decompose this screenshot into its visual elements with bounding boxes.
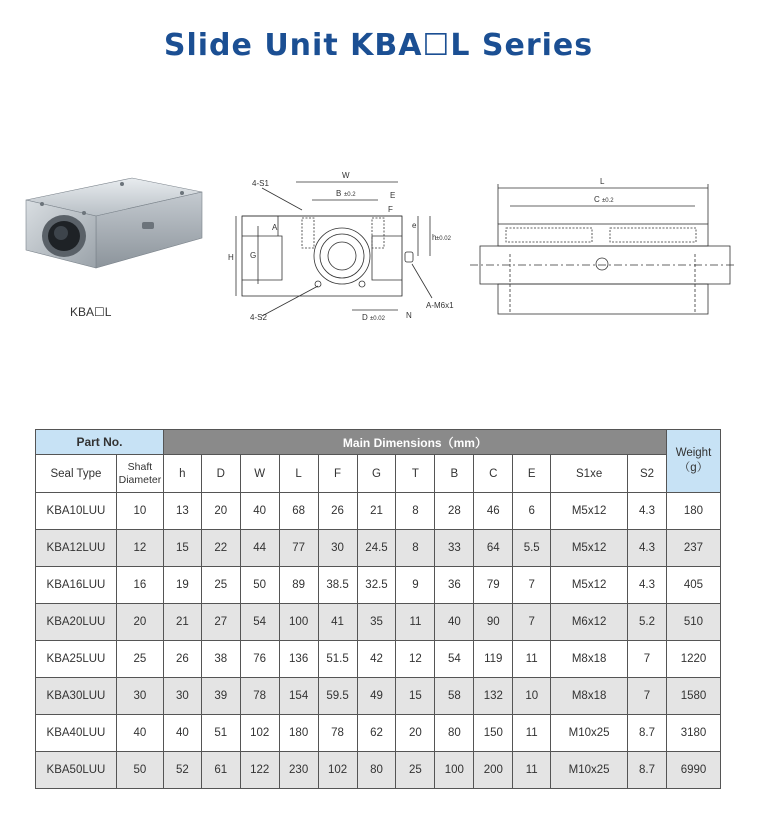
part-number-cell: KBA16LUU xyxy=(36,567,117,604)
table-cell: 25 xyxy=(116,641,163,678)
table-cell: 90 xyxy=(474,604,513,641)
table-cell: M10x25 xyxy=(551,752,628,789)
table-cell: 24.5 xyxy=(357,530,396,567)
table-cell: 510 xyxy=(666,604,720,641)
table-cell: 49 xyxy=(357,678,396,715)
dim-e-small-label: e xyxy=(412,221,417,230)
table-cell: 6 xyxy=(513,493,551,530)
table-cell: 59.5 xyxy=(318,678,357,715)
table-cell: 4.3 xyxy=(628,567,667,604)
dim-h-upper-label: H xyxy=(228,253,234,262)
table-cell: 25 xyxy=(396,752,435,789)
part-number-cell: KBA20LUU xyxy=(36,604,117,641)
table-cell: 5.2 xyxy=(628,604,667,641)
part-number-cell: KBA30LUU xyxy=(36,678,117,715)
table-cell: 30 xyxy=(116,678,163,715)
table-cell: 15 xyxy=(396,678,435,715)
part-number-cell: KBA50LUU xyxy=(36,752,117,789)
table-cell: 78 xyxy=(240,678,279,715)
table-cell: 122 xyxy=(240,752,279,789)
table-cell: 102 xyxy=(318,752,357,789)
photo-caption: KBA☐L xyxy=(70,305,112,319)
table-cell: 36 xyxy=(435,567,474,604)
table-cell: 21 xyxy=(357,493,396,530)
table-cell: 4.3 xyxy=(628,530,667,567)
table-cell: 54 xyxy=(435,641,474,678)
table-cell: 38 xyxy=(201,641,240,678)
table-cell: 132 xyxy=(474,678,513,715)
dim-s2-label: 4-S2 xyxy=(250,313,267,322)
table-cell: 6990 xyxy=(666,752,720,789)
table-cell: 25 xyxy=(201,567,240,604)
table-cell: 10 xyxy=(513,678,551,715)
column-header: T xyxy=(396,455,435,493)
dim-b-label: B xyxy=(336,189,342,198)
dim-h-tol: ±0.02 xyxy=(436,236,451,242)
part-number-cell: KBA25LUU xyxy=(36,641,117,678)
table-cell: 76 xyxy=(240,641,279,678)
table-row xyxy=(36,567,721,604)
table-cell: 11 xyxy=(513,752,551,789)
dim-c-label: C xyxy=(594,195,600,204)
table-cell: M6x12 xyxy=(551,604,628,641)
column-header: F xyxy=(318,455,357,493)
table-cell: 8.7 xyxy=(628,715,667,752)
table-cell: 7 xyxy=(513,567,551,604)
table-cell: 100 xyxy=(435,752,474,789)
table-cell: 42 xyxy=(357,641,396,678)
table-cell: 154 xyxy=(279,678,318,715)
dim-g-label: G xyxy=(250,251,257,260)
table-row xyxy=(36,752,721,789)
table-cell: 44 xyxy=(240,530,279,567)
product-photo xyxy=(22,170,207,285)
table-cell: 7 xyxy=(628,678,667,715)
table-cell: 11 xyxy=(396,604,435,641)
table-cell: 40 xyxy=(435,604,474,641)
part-no-header: Part No. xyxy=(36,430,164,455)
table-cell: 150 xyxy=(474,715,513,752)
table-cell: M8x18 xyxy=(551,678,628,715)
table-cell: 33 xyxy=(435,530,474,567)
table-cell: 77 xyxy=(279,530,318,567)
table-cell: 20 xyxy=(116,604,163,641)
table-cell: 9 xyxy=(396,567,435,604)
specification-table xyxy=(35,429,721,789)
table-cell: 64 xyxy=(474,530,513,567)
table-cell: 27 xyxy=(201,604,240,641)
table-cell: 51 xyxy=(201,715,240,752)
table-cell: 15 xyxy=(163,530,201,567)
table-cell: 30 xyxy=(318,530,357,567)
table-cell: 5.5 xyxy=(513,530,551,567)
column-header: E xyxy=(513,455,551,493)
seal-type-header: Seal Type xyxy=(36,455,117,493)
column-header: C xyxy=(474,455,513,493)
column-header: h xyxy=(163,455,201,493)
dim-s1-label: 4-S1 xyxy=(252,179,269,188)
shaft-header-line1: Shaft xyxy=(127,460,153,473)
part-number-cell: KBA10LUU xyxy=(36,493,117,530)
table-row xyxy=(36,530,721,567)
side-view-drawing xyxy=(470,168,735,328)
table-cell: 46 xyxy=(474,493,513,530)
table-cell: 40 xyxy=(240,493,279,530)
table-cell: 180 xyxy=(666,493,720,530)
table-cell: 1580 xyxy=(666,678,720,715)
table-cell: 8.7 xyxy=(628,752,667,789)
table-cell: 16 xyxy=(116,567,163,604)
weight-header xyxy=(666,430,720,493)
table-cell: 78 xyxy=(318,715,357,752)
table-cell: 40 xyxy=(116,715,163,752)
table-cell: 61 xyxy=(201,752,240,789)
table-cell: 12 xyxy=(396,641,435,678)
table-cell: 8 xyxy=(396,530,435,567)
table-cell: 180 xyxy=(279,715,318,752)
table-cell: 35 xyxy=(357,604,396,641)
column-header: B xyxy=(435,455,474,493)
dim-d-label: D xyxy=(362,313,368,322)
table-cell: 39 xyxy=(201,678,240,715)
table-cell: 119 xyxy=(474,641,513,678)
table-cell: 79 xyxy=(474,567,513,604)
table-cell: 51.5 xyxy=(318,641,357,678)
table-cell: 200 xyxy=(474,752,513,789)
shaft-diameter-header xyxy=(116,455,163,493)
table-cell: 1220 xyxy=(666,641,720,678)
table-cell: 28 xyxy=(435,493,474,530)
dim-h-small-label: h xyxy=(432,233,437,242)
dim-b-tol: ±0.2 xyxy=(344,192,356,198)
column-header: L xyxy=(279,455,318,493)
dim-f-label: F xyxy=(388,205,393,214)
table-cell: 19 xyxy=(163,567,201,604)
column-header: S2 xyxy=(628,455,667,493)
dim-w-label: W xyxy=(342,171,350,180)
table-cell: 50 xyxy=(116,752,163,789)
dim-a-label: A xyxy=(272,223,278,232)
table-row xyxy=(36,604,721,641)
table-cell: 20 xyxy=(201,493,240,530)
column-header: D xyxy=(201,455,240,493)
dim-c-tol: ±0.2 xyxy=(602,198,614,204)
table-cell: 237 xyxy=(666,530,720,567)
table-row xyxy=(36,678,721,715)
weight-header-line1: Weight xyxy=(675,447,712,459)
table-cell: 136 xyxy=(279,641,318,678)
table-cell: M10x25 xyxy=(551,715,628,752)
part-number-cell: KBA40LUU xyxy=(36,715,117,752)
table-cell: 89 xyxy=(279,567,318,604)
table-cell: 26 xyxy=(318,493,357,530)
table-cell: 4.3 xyxy=(628,493,667,530)
table-cell: 11 xyxy=(513,641,551,678)
table-cell: 80 xyxy=(357,752,396,789)
table-cell: 21 xyxy=(163,604,201,641)
table-cell: 12 xyxy=(116,530,163,567)
table-cell: 58 xyxy=(435,678,474,715)
end-view-drawing xyxy=(222,168,472,328)
table-cell: 62 xyxy=(357,715,396,752)
table-cell: M5x12 xyxy=(551,530,628,567)
dim-m6-label: A-M6x1 xyxy=(426,301,454,310)
table-cell: 26 xyxy=(163,641,201,678)
dim-d-tol: ±0.02 xyxy=(370,316,385,322)
table-cell: 52 xyxy=(163,752,201,789)
column-header: S1xe xyxy=(551,455,628,493)
table-cell: 80 xyxy=(435,715,474,752)
part-number-cell: KBA12LUU xyxy=(36,530,117,567)
table-cell: 50 xyxy=(240,567,279,604)
table-cell: 102 xyxy=(240,715,279,752)
weight-header-line2: （g） xyxy=(678,462,709,474)
table-cell: 38.5 xyxy=(318,567,357,604)
table-cell: 54 xyxy=(240,604,279,641)
table-cell: 3180 xyxy=(666,715,720,752)
dim-n-label: N xyxy=(406,311,412,320)
table-cell: M5x12 xyxy=(551,567,628,604)
table-cell: 40 xyxy=(163,715,201,752)
table-cell: 405 xyxy=(666,567,720,604)
table-cell: 41 xyxy=(318,604,357,641)
table-cell: M5x12 xyxy=(551,493,628,530)
table-cell: 230 xyxy=(279,752,318,789)
table-cell: M8x18 xyxy=(551,641,628,678)
table-cell: 100 xyxy=(279,604,318,641)
table-cell: 7 xyxy=(628,641,667,678)
column-header: G xyxy=(357,455,396,493)
table-cell: 32.5 xyxy=(357,567,396,604)
table-row xyxy=(36,641,721,678)
table-row xyxy=(36,715,721,752)
main-dimensions-header: Main Dimensions（mm） xyxy=(163,430,666,455)
table-cell: 68 xyxy=(279,493,318,530)
table-cell: 10 xyxy=(116,493,163,530)
table-cell: 30 xyxy=(163,678,201,715)
shaft-header-line2: Diameter xyxy=(118,473,162,486)
table-row xyxy=(36,493,721,530)
table-cell: 7 xyxy=(513,604,551,641)
column-header: W xyxy=(240,455,279,493)
page-title: Slide Unit KBA☐L Series xyxy=(163,28,594,63)
table-cell: 13 xyxy=(163,493,201,530)
table-cell: 20 xyxy=(396,715,435,752)
dim-e-label: E xyxy=(390,191,396,200)
table-cell: 8 xyxy=(396,493,435,530)
table-cell: 11 xyxy=(513,715,551,752)
table-cell: 22 xyxy=(201,530,240,567)
dim-l-label: L xyxy=(600,177,605,186)
